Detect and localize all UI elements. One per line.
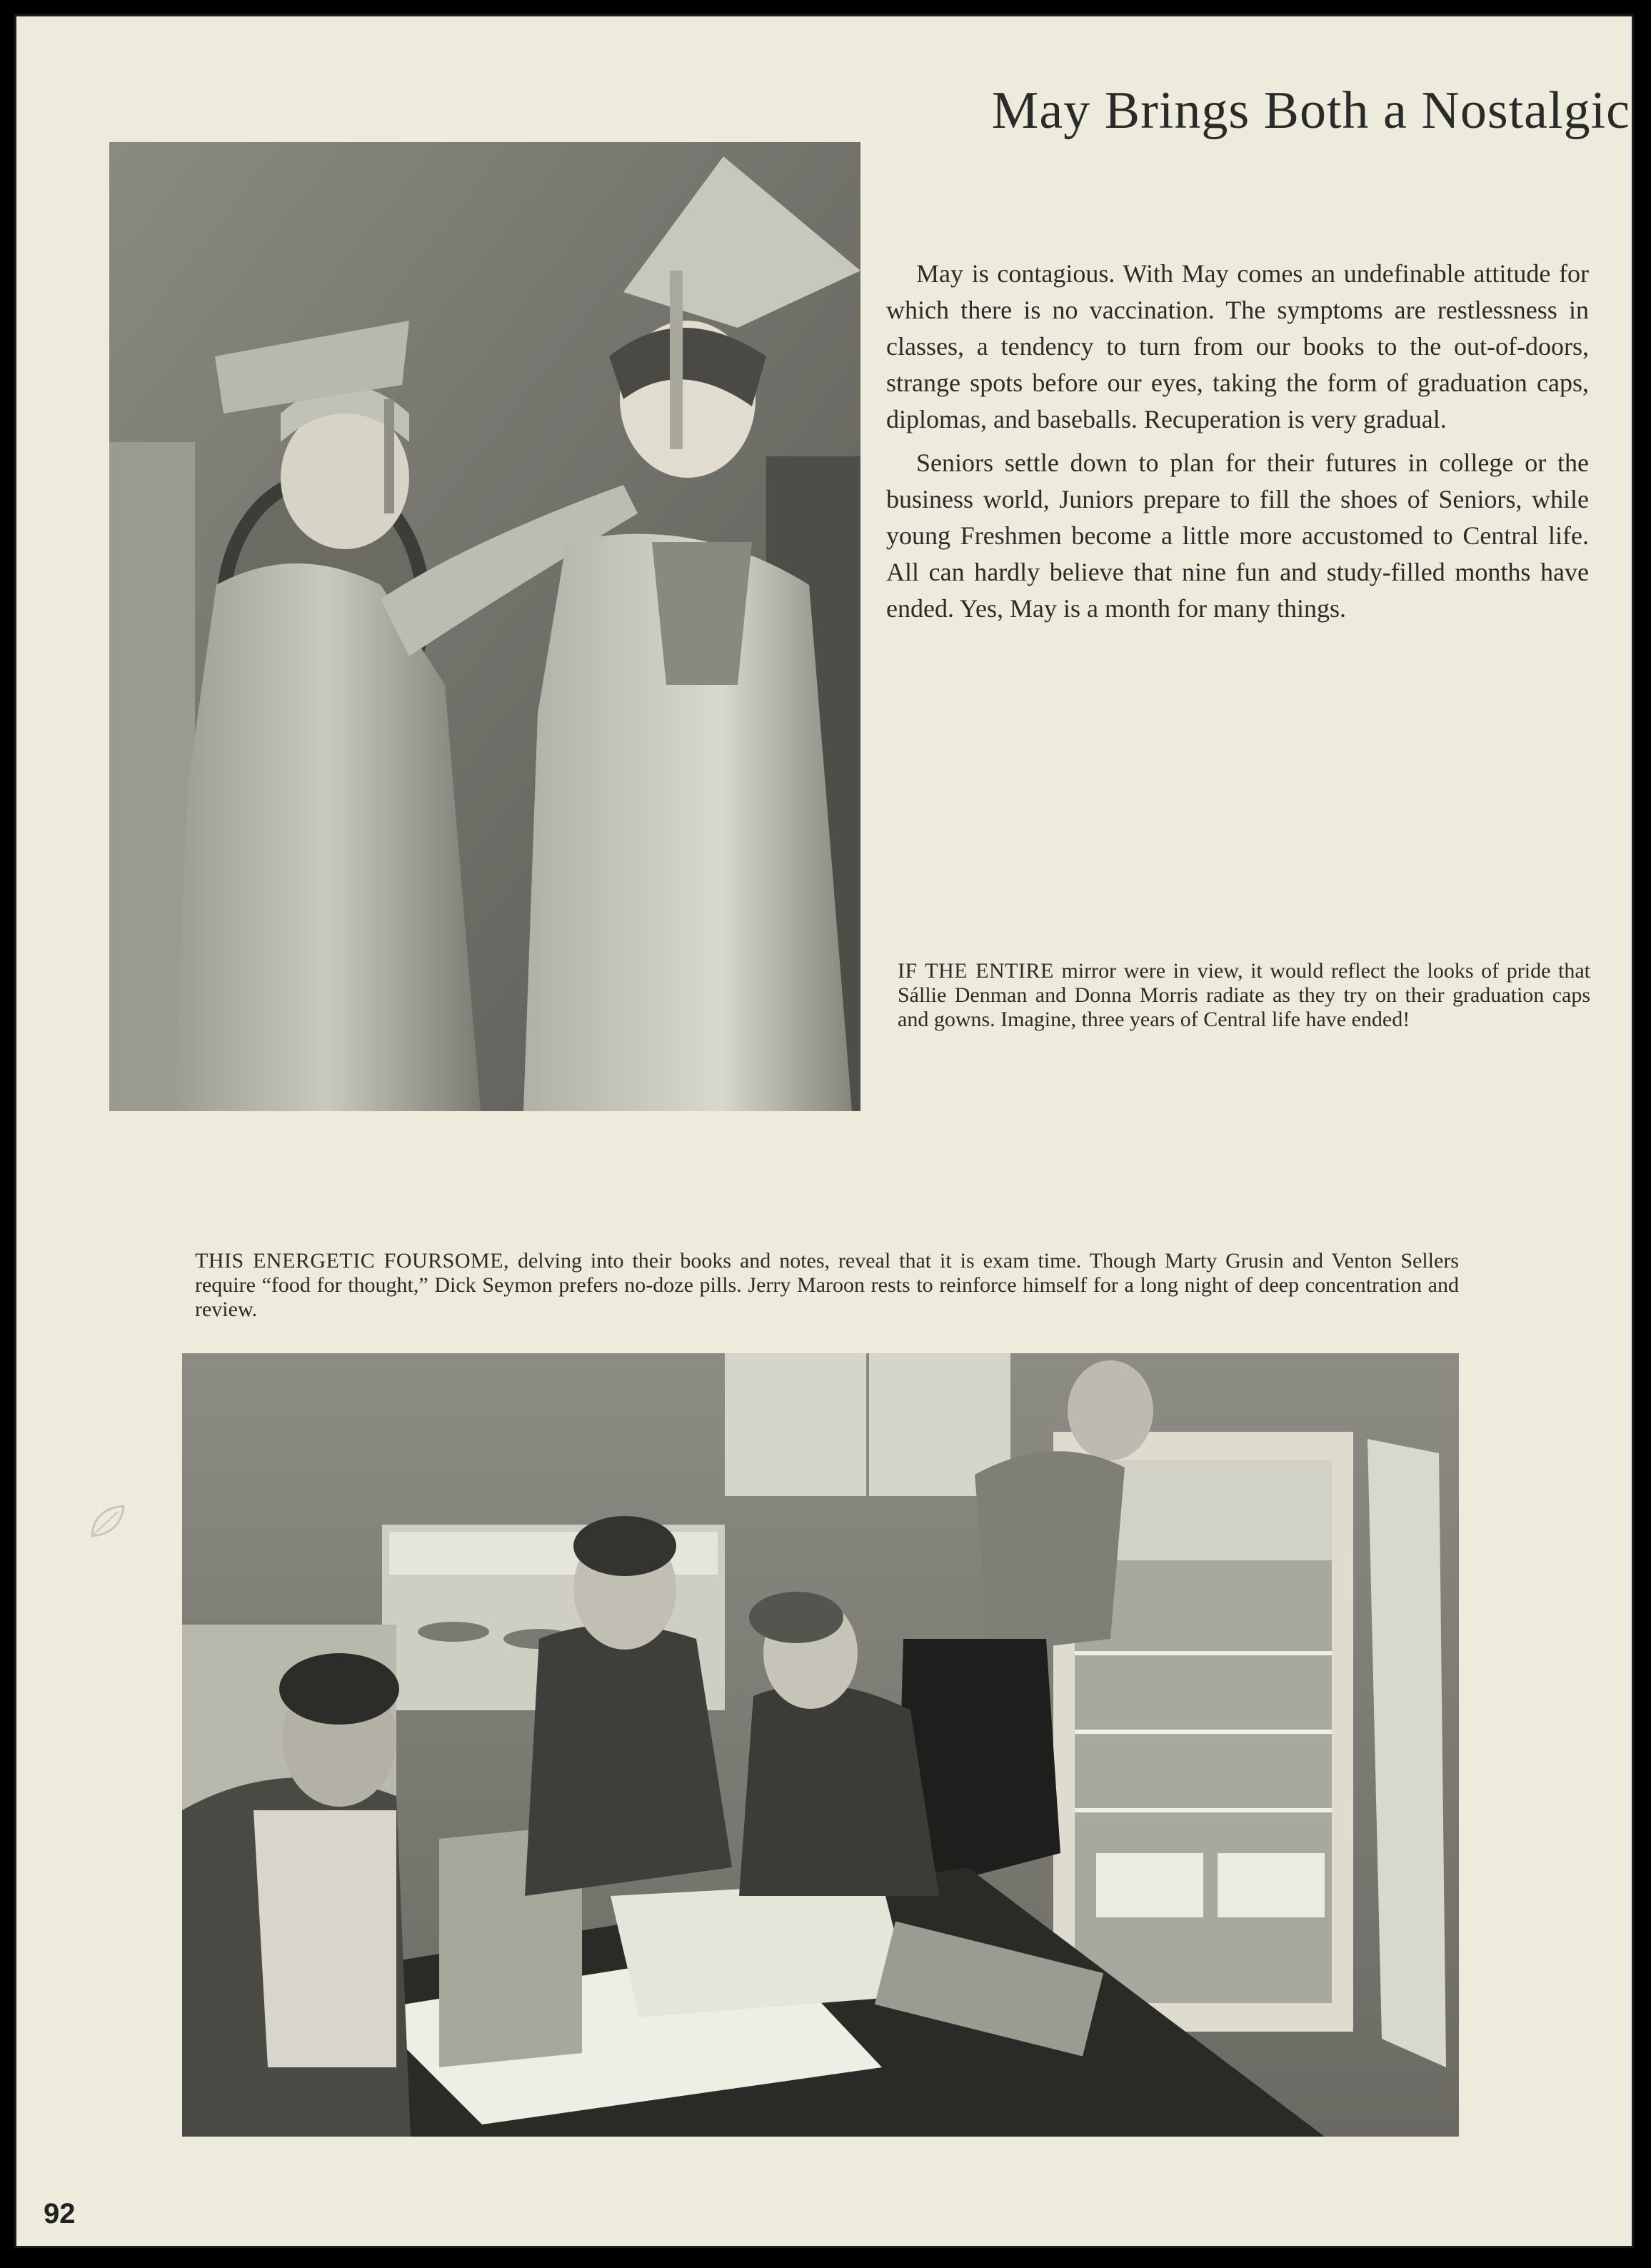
study-session-illustration [182, 1353, 1459, 2137]
article-paragraph: May is contagious. With May comes an undefinable attitude for which there is no vaccination. The symptoms are restlessness in classes, a tendency to turn from our books to the out-of-doors, strange spots before our eyes, taking the form of graduation caps, diplomas, and baseballs. Recuperation is very gradual. [886, 259, 1589, 433]
caption-lead: THIS ENERGETIC FOURSOME, [195, 1249, 510, 1273]
caption-lead: IF THE ENTIRE [898, 959, 1054, 983]
study-session-photo [182, 1353, 1459, 2137]
study-photo-caption [195, 1249, 1459, 1322]
leaf-icon [86, 1500, 129, 1543]
article-paragraph: Seniors settle down to plan for their futures in college or the business world, Juniors prepare to fill the shoes of Seniors, while young Freshmen become a little more accustomed to Central life. All can hardly believe that nine fun and study-filled months have ended. Yes, May is a month for many things. [886, 448, 1589, 623]
caption-text: delving into their books and notes, reveal that it is exam time. Though Marty Grusin and Venton Sellers require “food for thought,” Dick Seymon prefers no-doze pills. Jerry Maroon rests to reinforce himself for a long night of deep concentration and review. [195, 1249, 1459, 1321]
yearbook-page [14, 14, 1634, 2248]
graduation-photo-caption [898, 959, 1590, 1032]
page-title: May Brings Both a Nostalgic [991, 81, 1630, 140]
caption-text: mirror were in view, it would reflect the looks of pride that Sállie Denman and Donna Morris radiate as they try on their graduation caps and gowns. Imagine, three years of Central life have ended! [898, 959, 1591, 1031]
graduation-photo-illustration [109, 142, 860, 1111]
page-number: 92 [44, 2198, 76, 2229]
article-body [886, 256, 1589, 634]
graduation-photo [109, 142, 860, 1111]
